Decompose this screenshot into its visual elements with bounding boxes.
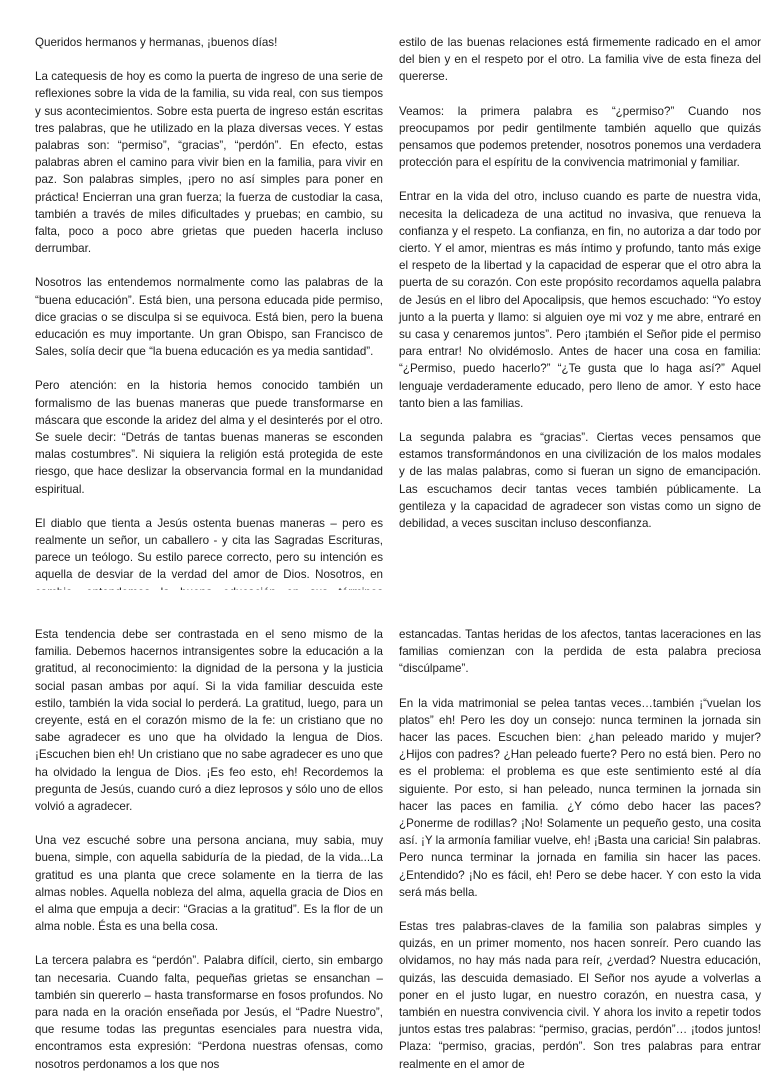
page-1-left-column	[35, 34, 383, 635]
page-1-right-column	[399, 34, 761, 549]
paragraph: estancadas. Tantas heridas de los afectos, tantas laceraciones en las familias comienzan con la perdida de esta palabra preciosa “discúlpame”.	[399, 628, 761, 676]
paragraph: Estas tres palabras-claves de la familia son palabras simples y quizás, en un primer momento, nos hacen sonreír. Pero cuando las olvidamos, no hay más nada para reír, ¿verdad? Nuestra educación, quizás, las descuida demasiado. El Señor nos ayude a volverlas a poner en el justo lugar, en nuestro corazón, en nuestra casa, y también en nuestra convivencia civil. Y ahora los invito a repetir todos juntos estas tres palabras: “permiso, gracias, perdón”… ¡todos juntos! Plaza: “permiso, gracias, perdón”. Son tres palabras para entrar realmente en el amor de	[399, 920, 761, 1071]
paragraph: estilo de las buenas relaciones está firmemente radicado en el amor del bien y en el respeto por el otro. La familia vive de esta fineza del quererse.	[399, 36, 761, 84]
paragraph: Veamos: la primera palabra es “¿permiso?” Cuando nos preocupamos por pedir gentilmente también aquello que quizás pensamos que podemos pretender, nosotros ponemos una verdadera protección para el espíritu de la convivencia matrimonial y familiar.	[399, 104, 761, 170]
paragraph: Queridos hermanos y hermanas, ¡buenos días!	[35, 36, 278, 49]
paragraph: Entrar en la vida del otro, incluso cuando es parte de nuestra vida, necesita la delicadeza de una actitud no invasiva, que renueva la confianza y el respeto. La confianza, en fin, no autoriza a dar todo por cierto. Y el amor, mientras es más íntimo y profundo, tanto más exige el respeto de la libertad y la capacidad de esperar que el otro abra la puerta de su corazón. Con este propósito recordamos aquella palabra de Jesús en el libro del Apocalipsis, que hemos escuchado: “Yo estoy junto a la puerta y llamo: si alguien oye mi voz y me abre, entraré en su casa y cenaremos juntos”. Pero ¡también el Señor pide el permiso para entrar! No olvidémoslo. Antes de hacer una cosa en familia: “¿Permiso, puedo hacerlo?” “¿Te gusta que lo haga así?” Aquel lenguaje verdaderamente educado, pero lleno de amor. Y esto hace tanto bien a las familias.	[399, 190, 761, 410]
paragraph: La tercera palabra es “perdón”. Palabra difícil, cierto, sin embargo tan necesaria. Cuando falta, pequeñas grietas se ensanchan – también sin quererlo – hasta transformarse en fosos profundos. No para nada en la oración enseñada por Jesús, el “Padre Nuestro”, que resume todas las preguntas esenciales para nuestra vida, encontramos esta expresión: “Perdona nuestras ofensas, como nosotros perdonamos a los que nos	[35, 954, 383, 1071]
paragraph: La segunda palabra es “gracias”. Ciertas veces pensamos que estamos transformándonos en una civilización de los malos modales y de las malas palabras, como si fueran un signo de emancipación. Las escuchamos decir tantas veces también públicamente. La gentileza y la capacidad de agradecer son vistas como un signo de debilidad, a veces suscitan incluso desconfianza.	[399, 431, 761, 531]
page-2-left-column	[35, 626, 383, 1090]
paragraph: En la vida matrimonial se pelea tantas veces…también ¡“vuelan los platos” eh! Pero les doy un consejo: nunca terminen la jornada sin hacer las paces. Escuchen bien: ¿han peleado marido y mujer? ¿Hijos con padres? ¿Han peleado fuerte? Pero no está bien. Pero no es el problema: el problema es que este sentimiento esté al día siguiente. Por esto, si han peleado, nunca terminen la jornada sin hacer las paces en familia. ¿Y cómo debo hacer las paces? ¿Ponerme de rodillas? ¡No! Solamente un pequeño gesto, una cosita así. ¡Y la armonía familiar vuelve, eh! ¡Basta una caricia! Sin palabras. Pero nunca terminar la jornada en familia sin hacer las paces. ¿Entendido? ¡No es fácil, eh! Pero se debe hacer. Y con esto la vida será más bella.	[399, 696, 761, 899]
page-2-right-column	[399, 626, 761, 1090]
document-page-2	[0, 600, 768, 1071]
paragraph: Esta tendencia debe ser contrastada en el seno mismo de la familia. Debemos hacernos intransigentes sobre la educación a la gratitud, al reconocimiento: la dignidad de la persona y la justicia social pasan ambas por aquí. Si la vida familiar descuida este estilo, también la vida social lo perderá. La gratitud, luego, para un creyente, está en el corazón mismo de la fe: un cristiano que no sabe agradecer es uno que ha olvidado la lengua de Dios. ¡Escuchen bien eh! Un cristiano que no sabe agradecer es uno que ha olvidado la lengua de Dios. ¡Es feo esto, eh! Recordemos la pregunta de Jesús, cuando curó a diez leprosos y sólo uno de ellos volvió a agradecer.	[35, 628, 383, 814]
page-separator	[0, 590, 768, 600]
paragraph: Una vez escuché sobre una persona anciana, muy sabia, muy buena, simple, con aquella sabiduría de la piedad, de la vida...La gratitud es una planta que crece solamente en la tierra de las almas nobles. Aquella nobleza del alma, aquella gracia de Dios en el alma que empuja a decir: “Gracias a la gratitud”. Es la flor de un alma noble. Ésta es una bella cosa.	[35, 834, 383, 934]
paragraph: El diablo que tienta a Jesús ostenta buenas maneras – pero es realmente un señor, un caballero - y cita las Sagradas Escrituras, parece un teólogo. Su estilo parece correcto, pero su intención es aquella de desviar de la verdad del amor de Dios. Nosotros, en	[35, 516, 383, 582]
paragraph: Pero atención: en la historia hemos conocido también un formalismo de las buenas maneras que puede transformarse en máscara que esconde la aridez del alma y el desinterés por el otro. Se suele decir: “Detrás de tantas buenas maneras se esconden malas costumbres”. Ni siquiera la religión está protegida de este riesgo, que hace deslizar la observancia formal en la mundanidad espiritual.	[35, 379, 383, 496]
paragraph: Nosotros las entendemos normalmente como las palabras de la “buena educación”. Está bien, una persona educada pide permiso, dice gracias o se disculpa si se equivoca. Está bien, pero la buena educación es muy importante. Un gran Obispo, san Francisco de Sales, solía decir que “la buena educación es ya media santidad”.	[35, 276, 383, 359]
paragraph: La catequesis de hoy es como la puerta de ingreso de una serie de reflexiones sobre la vida de la familia, su vida real, con sus tiempos y sus acontecimientos. Sobre esta puerta de ingreso están escritas tres palabras, que he utilizado en la plaza diversas veces. Y estas palabras son: “permiso”, “gracias”, “perdón”. En efecto, estas palabras abren el camino para vivir bien en la familia, para vivir en paz. Son palabras simples, ¡pero no así simples para poner en práctica! Encierran una gran fuerza; la fuerza de custodiar la casa, también a través de miles dificultades y pruebas; en cambio, su falta, poco a poco abre grietas que pueden hacerla incluso derrumbar.	[35, 70, 383, 256]
